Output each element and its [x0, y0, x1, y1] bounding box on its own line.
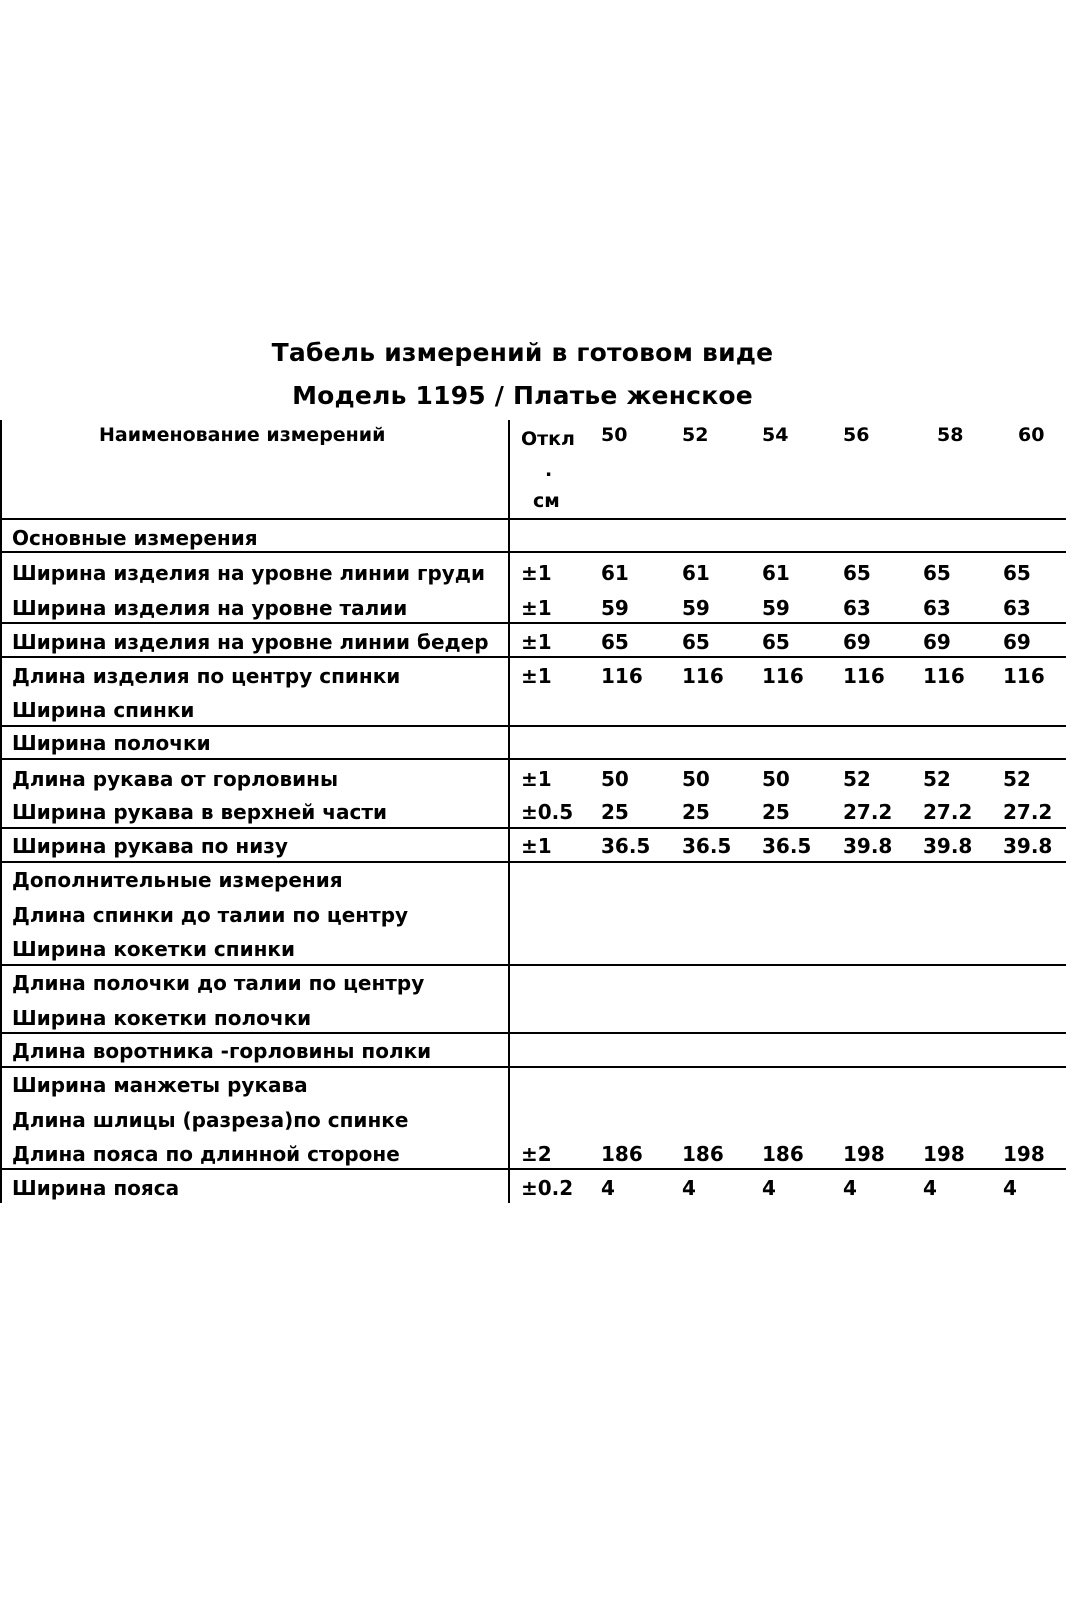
- header-tolerance-line: см: [533, 490, 560, 512]
- row-value: 59: [601, 596, 629, 620]
- row-value: 50: [762, 767, 790, 791]
- row-value: 25: [762, 800, 790, 824]
- row-value: 50: [682, 767, 710, 791]
- row-label: Ширина манжеты рукава: [12, 1073, 308, 1097]
- row-value: 25: [682, 800, 710, 824]
- row-value: 69: [843, 630, 871, 654]
- row-label: Ширина изделия на уровне линии груди: [12, 561, 485, 585]
- header-size: 58: [937, 424, 964, 446]
- row-label: Ширина изделия на уровне талии: [12, 596, 408, 620]
- row-value: 186: [762, 1142, 804, 1166]
- row-value: 116: [1003, 664, 1045, 688]
- row-tolerance: ±1: [521, 630, 552, 654]
- table-rule: [0, 622, 1066, 624]
- row-label: Длина полочки до талии по центру: [12, 971, 425, 995]
- table-rule: [0, 518, 1066, 520]
- row-value: 4: [923, 1176, 937, 1200]
- row-value: 61: [682, 561, 710, 585]
- table-rule: [0, 758, 1066, 760]
- table-rule: [0, 1168, 1066, 1170]
- row-value: 61: [762, 561, 790, 585]
- row-tolerance: ±1: [521, 596, 552, 620]
- row-label: Длина спинки до талии по центру: [12, 903, 409, 927]
- row-value: 65: [843, 561, 871, 585]
- row-value: 39.8: [923, 834, 973, 858]
- page-subtitle: Модель 1195 / Платье женское: [292, 381, 753, 410]
- row-value: 69: [1003, 630, 1031, 654]
- row-label: Ширина полочки: [12, 731, 211, 755]
- row-label: Основные измерения: [12, 526, 258, 550]
- table-rule: [0, 827, 1066, 829]
- row-label: Длина воротника -горловины полки: [12, 1039, 432, 1063]
- row-value: 39.8: [1003, 834, 1053, 858]
- row-value: 36.5: [762, 834, 812, 858]
- page-title: Табель измерений в готовом виде: [271, 338, 774, 367]
- row-value: 116: [923, 664, 965, 688]
- row-value: 116: [601, 664, 643, 688]
- row-value: 59: [682, 596, 710, 620]
- row-value: 4: [682, 1176, 696, 1200]
- row-value: 36.5: [682, 834, 732, 858]
- row-value: 198: [843, 1142, 885, 1166]
- row-value: 116: [682, 664, 724, 688]
- row-value: 25: [601, 800, 629, 824]
- header-tolerance: [521, 424, 577, 517]
- row-value: 65: [923, 561, 951, 585]
- row-label: Ширина рукава по низу: [12, 834, 288, 858]
- table-column-divider: [508, 420, 510, 1203]
- row-tolerance: ±1: [521, 834, 552, 858]
- row-label: Длина шлицы (разреза)по спинке: [12, 1108, 409, 1132]
- row-value: 4: [1003, 1176, 1017, 1200]
- row-label: Ширина пояса: [12, 1176, 180, 1200]
- row-value: 52: [1003, 767, 1031, 791]
- row-tolerance: ±0.5: [521, 800, 574, 824]
- row-label: Ширина рукава в верхней части: [12, 800, 387, 824]
- row-value: 65: [601, 630, 629, 654]
- table-left-border: [0, 420, 2, 1203]
- row-label: Длина пояса по длинной стороне: [12, 1142, 400, 1166]
- row-value: 36.5: [601, 834, 651, 858]
- row-value: 27.2: [923, 800, 973, 824]
- row-tolerance: ±0.2: [521, 1176, 574, 1200]
- row-label: Ширина кокетки спинки: [12, 937, 296, 961]
- row-tolerance: ±1: [521, 767, 552, 791]
- row-value: 4: [762, 1176, 776, 1200]
- header-size: 60: [1018, 424, 1045, 446]
- row-value: 50: [601, 767, 629, 791]
- header-size: 56: [843, 424, 870, 446]
- row-value: 116: [762, 664, 804, 688]
- table-rule: [0, 725, 1066, 727]
- row-tolerance: ±2: [521, 1142, 552, 1166]
- row-value: 52: [923, 767, 951, 791]
- row-label: Ширина изделия на уровне линии бедер: [12, 630, 489, 654]
- row-value: 198: [1003, 1142, 1045, 1166]
- table-rule: [0, 964, 1066, 966]
- table-rule: [0, 1066, 1066, 1068]
- row-value: 27.2: [1003, 800, 1053, 824]
- row-label: Ширина кокетки полочки: [12, 1006, 312, 1030]
- row-tolerance: ±1: [521, 561, 552, 585]
- row-value: 65: [762, 630, 790, 654]
- header-tolerance-line: .: [545, 459, 553, 481]
- row-value: 116: [843, 664, 885, 688]
- row-value: 65: [1003, 561, 1031, 585]
- row-tolerance: ±1: [521, 664, 552, 688]
- row-value: 69: [923, 630, 951, 654]
- header-tolerance-line: Откл: [521, 428, 575, 450]
- table-rule: [0, 861, 1066, 863]
- table-rule: [0, 1032, 1066, 1034]
- row-value: 186: [601, 1142, 643, 1166]
- row-label: Дополнительные измерения: [12, 868, 343, 892]
- row-value: 59: [762, 596, 790, 620]
- row-value: 63: [923, 596, 951, 620]
- header-size: 52: [682, 424, 709, 446]
- row-value: 52: [843, 767, 871, 791]
- row-value: 186: [682, 1142, 724, 1166]
- table-rule: [0, 656, 1066, 658]
- row-value: 63: [843, 596, 871, 620]
- table-rule: [0, 551, 1066, 553]
- row-value: 27.2: [843, 800, 893, 824]
- row-value: 61: [601, 561, 629, 585]
- row-value: 63: [1003, 596, 1031, 620]
- header-size: 54: [762, 424, 789, 446]
- row-value: 198: [923, 1142, 965, 1166]
- row-value: 4: [843, 1176, 857, 1200]
- row-label: Ширина спинки: [12, 698, 195, 722]
- header-size: 50: [601, 424, 628, 446]
- row-label: Длина изделия по центру спинки: [12, 664, 401, 688]
- row-label: Длина рукава от горловины: [12, 767, 339, 791]
- header-name: Наименование измерений: [99, 424, 386, 446]
- row-value: 39.8: [843, 834, 893, 858]
- row-value: 65: [682, 630, 710, 654]
- row-value: 4: [601, 1176, 615, 1200]
